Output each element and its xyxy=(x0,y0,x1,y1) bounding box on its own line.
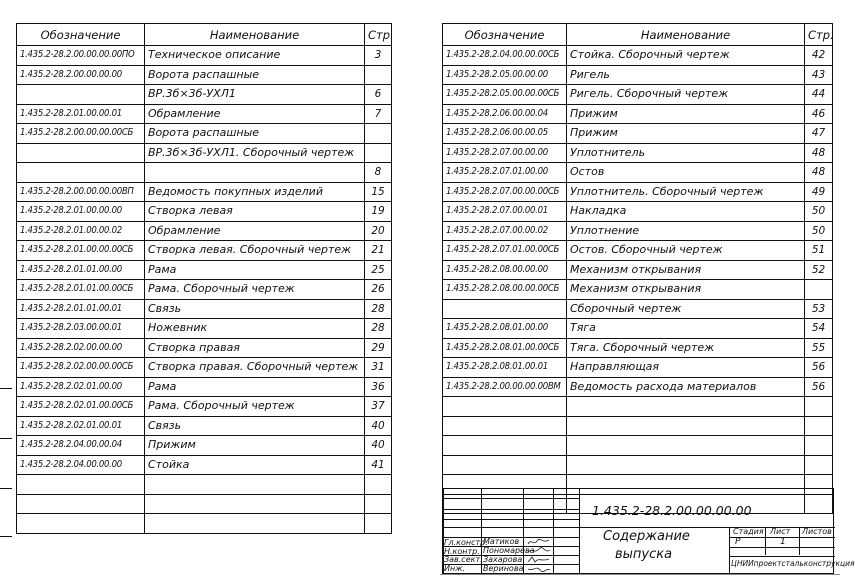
signature-2 xyxy=(527,547,551,555)
row-code xyxy=(443,397,567,417)
table-row xyxy=(443,299,833,319)
header-name: Наименование xyxy=(145,24,365,46)
table-row xyxy=(17,436,392,456)
row-name: Ведомость расхода материалов xyxy=(567,377,805,397)
table-row xyxy=(443,397,833,417)
contents-table-right-body xyxy=(443,46,833,514)
row-page xyxy=(365,514,392,534)
table-row xyxy=(443,241,833,261)
row-page: 56 xyxy=(805,358,833,378)
row-name: Створка левая xyxy=(145,202,365,222)
signer-name: Матиков xyxy=(483,537,520,546)
row-code xyxy=(17,514,145,534)
table-row xyxy=(443,260,833,280)
row-name: Рама xyxy=(145,260,365,280)
row-code: 1.435.2-28.2.07.00.00.02 xyxy=(443,221,567,241)
sheet-label: Лист xyxy=(770,527,791,536)
table-row xyxy=(443,182,833,202)
row-page: 15 xyxy=(365,182,392,202)
contents-table-left xyxy=(16,23,392,534)
table-row xyxy=(17,358,392,378)
row-code: 1.435.2-28.2.08.01.00.00СБ xyxy=(443,338,567,358)
row-code: 1.435.2-28.2.00.00.00.00 xyxy=(17,65,145,85)
signer-role: Гл.констр. xyxy=(444,538,488,547)
row-code: 1.435.2-28.2.04.00.00.00СБ xyxy=(443,46,567,66)
row-name: Уплотнение xyxy=(567,221,805,241)
row-page: 52 xyxy=(805,260,833,280)
row-page xyxy=(805,397,833,417)
row-page: 51 xyxy=(805,241,833,261)
table-row xyxy=(443,280,833,300)
row-name: Рама. Сборочный чертеж xyxy=(145,397,365,417)
row-name: Ведомость покупных изделий xyxy=(145,182,365,202)
signer-name: Веринова xyxy=(483,564,524,573)
row-code: 1.435.2-28.2.07.01.00.00 xyxy=(443,163,567,183)
row-page xyxy=(805,416,833,436)
title-block xyxy=(442,488,855,574)
row-page: 53 xyxy=(805,299,833,319)
table-row xyxy=(17,241,392,261)
row-code: 1.435.2-28.2.02.00.00.00 xyxy=(17,338,145,358)
contents-table-left-body xyxy=(17,46,392,534)
table-row xyxy=(17,514,392,534)
row-page xyxy=(805,436,833,456)
row-code: 1.435.2-28.2.04.00.00.04 xyxy=(17,436,145,456)
row-name: Уплотнитель. Сборочный чертеж xyxy=(567,182,805,202)
table-row xyxy=(443,163,833,183)
row-code: 1.435.2-28.2.00.00.00.00СБ xyxy=(17,124,145,144)
table-row xyxy=(17,475,392,495)
row-name xyxy=(145,514,365,534)
row-page: 21 xyxy=(365,241,392,261)
row-code: 1.435.2-28.2.01.01.00.01 xyxy=(17,299,145,319)
row-page: 44 xyxy=(805,85,833,105)
row-name xyxy=(567,436,805,456)
row-name: Ригель xyxy=(567,65,805,85)
header-code: Обозначение xyxy=(17,24,145,46)
row-name: Прижим xyxy=(567,124,805,144)
document-code: 1.435.2-28.2.00.00.00.00 xyxy=(592,503,752,518)
row-code: 1.435.2-28.2.01.00.00.02 xyxy=(17,221,145,241)
row-name: Уплотнитель xyxy=(567,143,805,163)
row-name xyxy=(567,416,805,436)
contents-table-right xyxy=(442,23,833,514)
row-name: Тяга xyxy=(567,319,805,339)
row-name: Стойка. Сборочный чертеж xyxy=(567,46,805,66)
row-page xyxy=(365,475,392,495)
row-name: Прижим xyxy=(567,104,805,124)
row-name: Стойка xyxy=(145,455,365,475)
row-code xyxy=(17,143,145,163)
row-page: 36 xyxy=(365,377,392,397)
table-row xyxy=(17,46,392,66)
row-code: 1.435.2-28.2.07.01.00.00СБ xyxy=(443,241,567,261)
row-code: 1.435.2-28.2.00.00.00.00ВМ xyxy=(443,377,567,397)
table-row xyxy=(17,221,392,241)
row-name: Ригель. Сборочный чертеж xyxy=(567,85,805,105)
table-row xyxy=(443,143,833,163)
table-row xyxy=(443,124,833,144)
row-name: Обрамление xyxy=(145,104,365,124)
table-row xyxy=(17,143,392,163)
row-code: 1.435.2-28.2.01.00.00.00СБ xyxy=(17,241,145,261)
table-row xyxy=(17,319,392,339)
signature-1 xyxy=(527,538,551,546)
row-name: Остов. Сборочный чертеж xyxy=(567,241,805,261)
table-row xyxy=(17,299,392,319)
row-code: 1.435.2-28.2.02.00.00.00СБ xyxy=(17,358,145,378)
table-row xyxy=(17,455,392,475)
header-code: Обозначение xyxy=(443,24,567,46)
row-name: Механизм открывания xyxy=(567,280,805,300)
table-row xyxy=(17,85,392,105)
table-header-row xyxy=(443,24,833,46)
row-page: 28 xyxy=(365,319,392,339)
table-row xyxy=(17,416,392,436)
table-row xyxy=(443,65,833,85)
row-name: Техническое описание xyxy=(145,46,365,66)
row-page: 46 xyxy=(805,104,833,124)
row-page: 25 xyxy=(365,260,392,280)
row-code: 1.435.2-28.2.07.00.00.00СБ xyxy=(443,182,567,202)
table-row xyxy=(17,104,392,124)
row-name: Накладка xyxy=(567,202,805,222)
row-page: 40 xyxy=(365,436,392,456)
row-code: 1.435.2-28.2.00.00.00.00ВП xyxy=(17,182,145,202)
row-name: Связь xyxy=(145,299,365,319)
row-name: Рама xyxy=(145,377,365,397)
row-name: ВР.3б×3б-УХЛ1. Сборочный чертеж xyxy=(145,143,365,163)
row-name: Створка правая xyxy=(145,338,365,358)
row-page: 28 xyxy=(365,299,392,319)
row-page: 54 xyxy=(805,319,833,339)
row-name: Обрамление xyxy=(145,221,365,241)
row-code: 1.435.2-28.2.08.01.00.01 xyxy=(443,358,567,378)
row-name: Створка левая. Сборочный чертеж xyxy=(145,241,365,261)
row-page: 43 xyxy=(805,65,833,85)
row-code: 1.435.2-28.2.01.00.00.00 xyxy=(17,202,145,222)
document-title-line1: Содержание xyxy=(603,529,690,544)
sheet-value: 1 xyxy=(780,537,786,547)
row-code: 1.435.2-28.2.02.01.00.01 xyxy=(17,416,145,436)
row-code: 1.435.2-28.2.01.01.00.00 xyxy=(17,260,145,280)
row-code xyxy=(443,436,567,456)
row-name xyxy=(145,494,365,514)
table-row xyxy=(17,124,392,144)
row-page: 48 xyxy=(805,143,833,163)
row-code: 1.435.2-28.2.08.00.00.00СБ xyxy=(443,280,567,300)
row-page: 37 xyxy=(365,397,392,417)
signer-role: Н.контр. xyxy=(444,547,480,556)
table-row xyxy=(443,104,833,124)
table-row xyxy=(443,455,833,475)
row-code xyxy=(17,494,145,514)
row-page: 47 xyxy=(805,124,833,144)
table-row xyxy=(443,46,833,66)
row-page xyxy=(805,455,833,475)
row-code: 1.435.2-28.2.03.00.00.01 xyxy=(17,319,145,339)
row-code: 1.435.2-28.2.05.00.00.00 xyxy=(443,65,567,85)
row-page: 20 xyxy=(365,221,392,241)
header-name: Наименование xyxy=(567,24,805,46)
row-name: Ворота распашные xyxy=(145,124,365,144)
table-row xyxy=(17,65,392,85)
row-name xyxy=(145,475,365,495)
row-page xyxy=(805,280,833,300)
table-row xyxy=(443,358,833,378)
table-row xyxy=(443,85,833,105)
table-header-row xyxy=(17,24,392,46)
row-page: 42 xyxy=(805,46,833,66)
table-row xyxy=(17,260,392,280)
sheets-label: Листов xyxy=(802,527,832,536)
row-page: 41 xyxy=(365,455,392,475)
table-row xyxy=(443,221,833,241)
table-row xyxy=(17,163,392,183)
row-page xyxy=(365,143,392,163)
header-page: Стр. xyxy=(805,24,833,46)
stage-label: Стадия xyxy=(733,527,764,536)
row-code: 1.435.2-28.2.04.00.00.00 xyxy=(17,455,145,475)
table-row xyxy=(17,494,392,514)
row-code: 1.435.2-28.2.00.00.00.00ПО xyxy=(17,46,145,66)
table-row xyxy=(443,338,833,358)
row-name: ВР.3б×3б-УХЛ1 xyxy=(145,85,365,105)
row-code: 1.435.2-28.2.07.00.00.00 xyxy=(443,143,567,163)
row-name: Створка правая. Сборочный чертеж xyxy=(145,358,365,378)
row-code: 1.435.2-28.2.06.00.00.04 xyxy=(443,104,567,124)
row-page xyxy=(365,124,392,144)
row-code xyxy=(443,299,567,319)
row-page: 48 xyxy=(805,163,833,183)
row-code xyxy=(443,416,567,436)
row-page: 26 xyxy=(365,280,392,300)
row-name: Сборочный чертеж xyxy=(567,299,805,319)
row-name xyxy=(145,163,365,183)
table-row xyxy=(443,202,833,222)
footer-rule xyxy=(440,574,840,575)
row-name: Рама. Сборочный чертеж xyxy=(145,280,365,300)
organization-name: ЦНИИпроектстальконструкция xyxy=(731,559,855,568)
table-row xyxy=(17,182,392,202)
row-name xyxy=(567,455,805,475)
table-row xyxy=(443,377,833,397)
row-page: 7 xyxy=(365,104,392,124)
signer-role: Зав.сект. xyxy=(444,555,483,564)
row-name: Тяга. Сборочный чертеж xyxy=(567,338,805,358)
header-page: Стр. xyxy=(365,24,392,46)
row-code: 1.435.2-28.2.08.00.00.00 xyxy=(443,260,567,280)
table-row xyxy=(17,377,392,397)
signer-name: Захарова xyxy=(483,555,523,564)
row-code: 1.435.2-28.2.07.00.00.01 xyxy=(443,202,567,222)
row-page: 50 xyxy=(805,202,833,222)
stage-value: Р xyxy=(735,537,741,547)
row-page xyxy=(365,494,392,514)
row-page: 3 xyxy=(365,46,392,66)
row-name: Ножевник xyxy=(145,319,365,339)
row-code xyxy=(17,163,145,183)
row-code xyxy=(17,85,145,105)
row-page: 31 xyxy=(365,358,392,378)
table-row xyxy=(17,280,392,300)
row-code: 1.435.2-28.2.06.00.00.05 xyxy=(443,124,567,144)
table-row xyxy=(443,416,833,436)
signer-role: Инж. xyxy=(444,564,465,573)
row-page: 55 xyxy=(805,338,833,358)
binding-margin-marks xyxy=(0,388,12,538)
table-row xyxy=(17,338,392,358)
row-code: 1.435.2-28.2.01.01.00.00СБ xyxy=(17,280,145,300)
row-page xyxy=(365,65,392,85)
table-row xyxy=(443,436,833,456)
table-row xyxy=(17,397,392,417)
signer-name: Пономарева xyxy=(483,546,535,555)
signature-3 xyxy=(527,556,551,564)
table-row xyxy=(443,319,833,339)
row-page: 50 xyxy=(805,221,833,241)
row-code: 1.435.2-28.2.08.01.00.00 xyxy=(443,319,567,339)
row-page: 49 xyxy=(805,182,833,202)
row-page: 8 xyxy=(365,163,392,183)
row-code xyxy=(17,475,145,495)
row-code: 1.435.2-28.2.02.01.00.00 xyxy=(17,377,145,397)
row-name: Направляющая xyxy=(567,358,805,378)
document-title-line2: выпуска xyxy=(615,547,673,562)
row-page: 40 xyxy=(365,416,392,436)
signature-4 xyxy=(527,565,551,573)
row-page: 6 xyxy=(365,85,392,105)
row-code: 1.435.2-28.2.05.00.00.00СБ xyxy=(443,85,567,105)
row-code: 1.435.2-28.2.01.00.00.01 xyxy=(17,104,145,124)
row-name: Прижим xyxy=(145,436,365,456)
row-page: 56 xyxy=(805,377,833,397)
row-name: Ворота распашные xyxy=(145,65,365,85)
row-name: Остов xyxy=(567,163,805,183)
row-code xyxy=(443,455,567,475)
row-page: 29 xyxy=(365,338,392,358)
row-name: Механизм открывания xyxy=(567,260,805,280)
row-code: 1.435.2-28.2.02.01.00.00СБ xyxy=(17,397,145,417)
row-page: 19 xyxy=(365,202,392,222)
row-name xyxy=(567,397,805,417)
row-name: Связь xyxy=(145,416,365,436)
table-row xyxy=(17,202,392,222)
